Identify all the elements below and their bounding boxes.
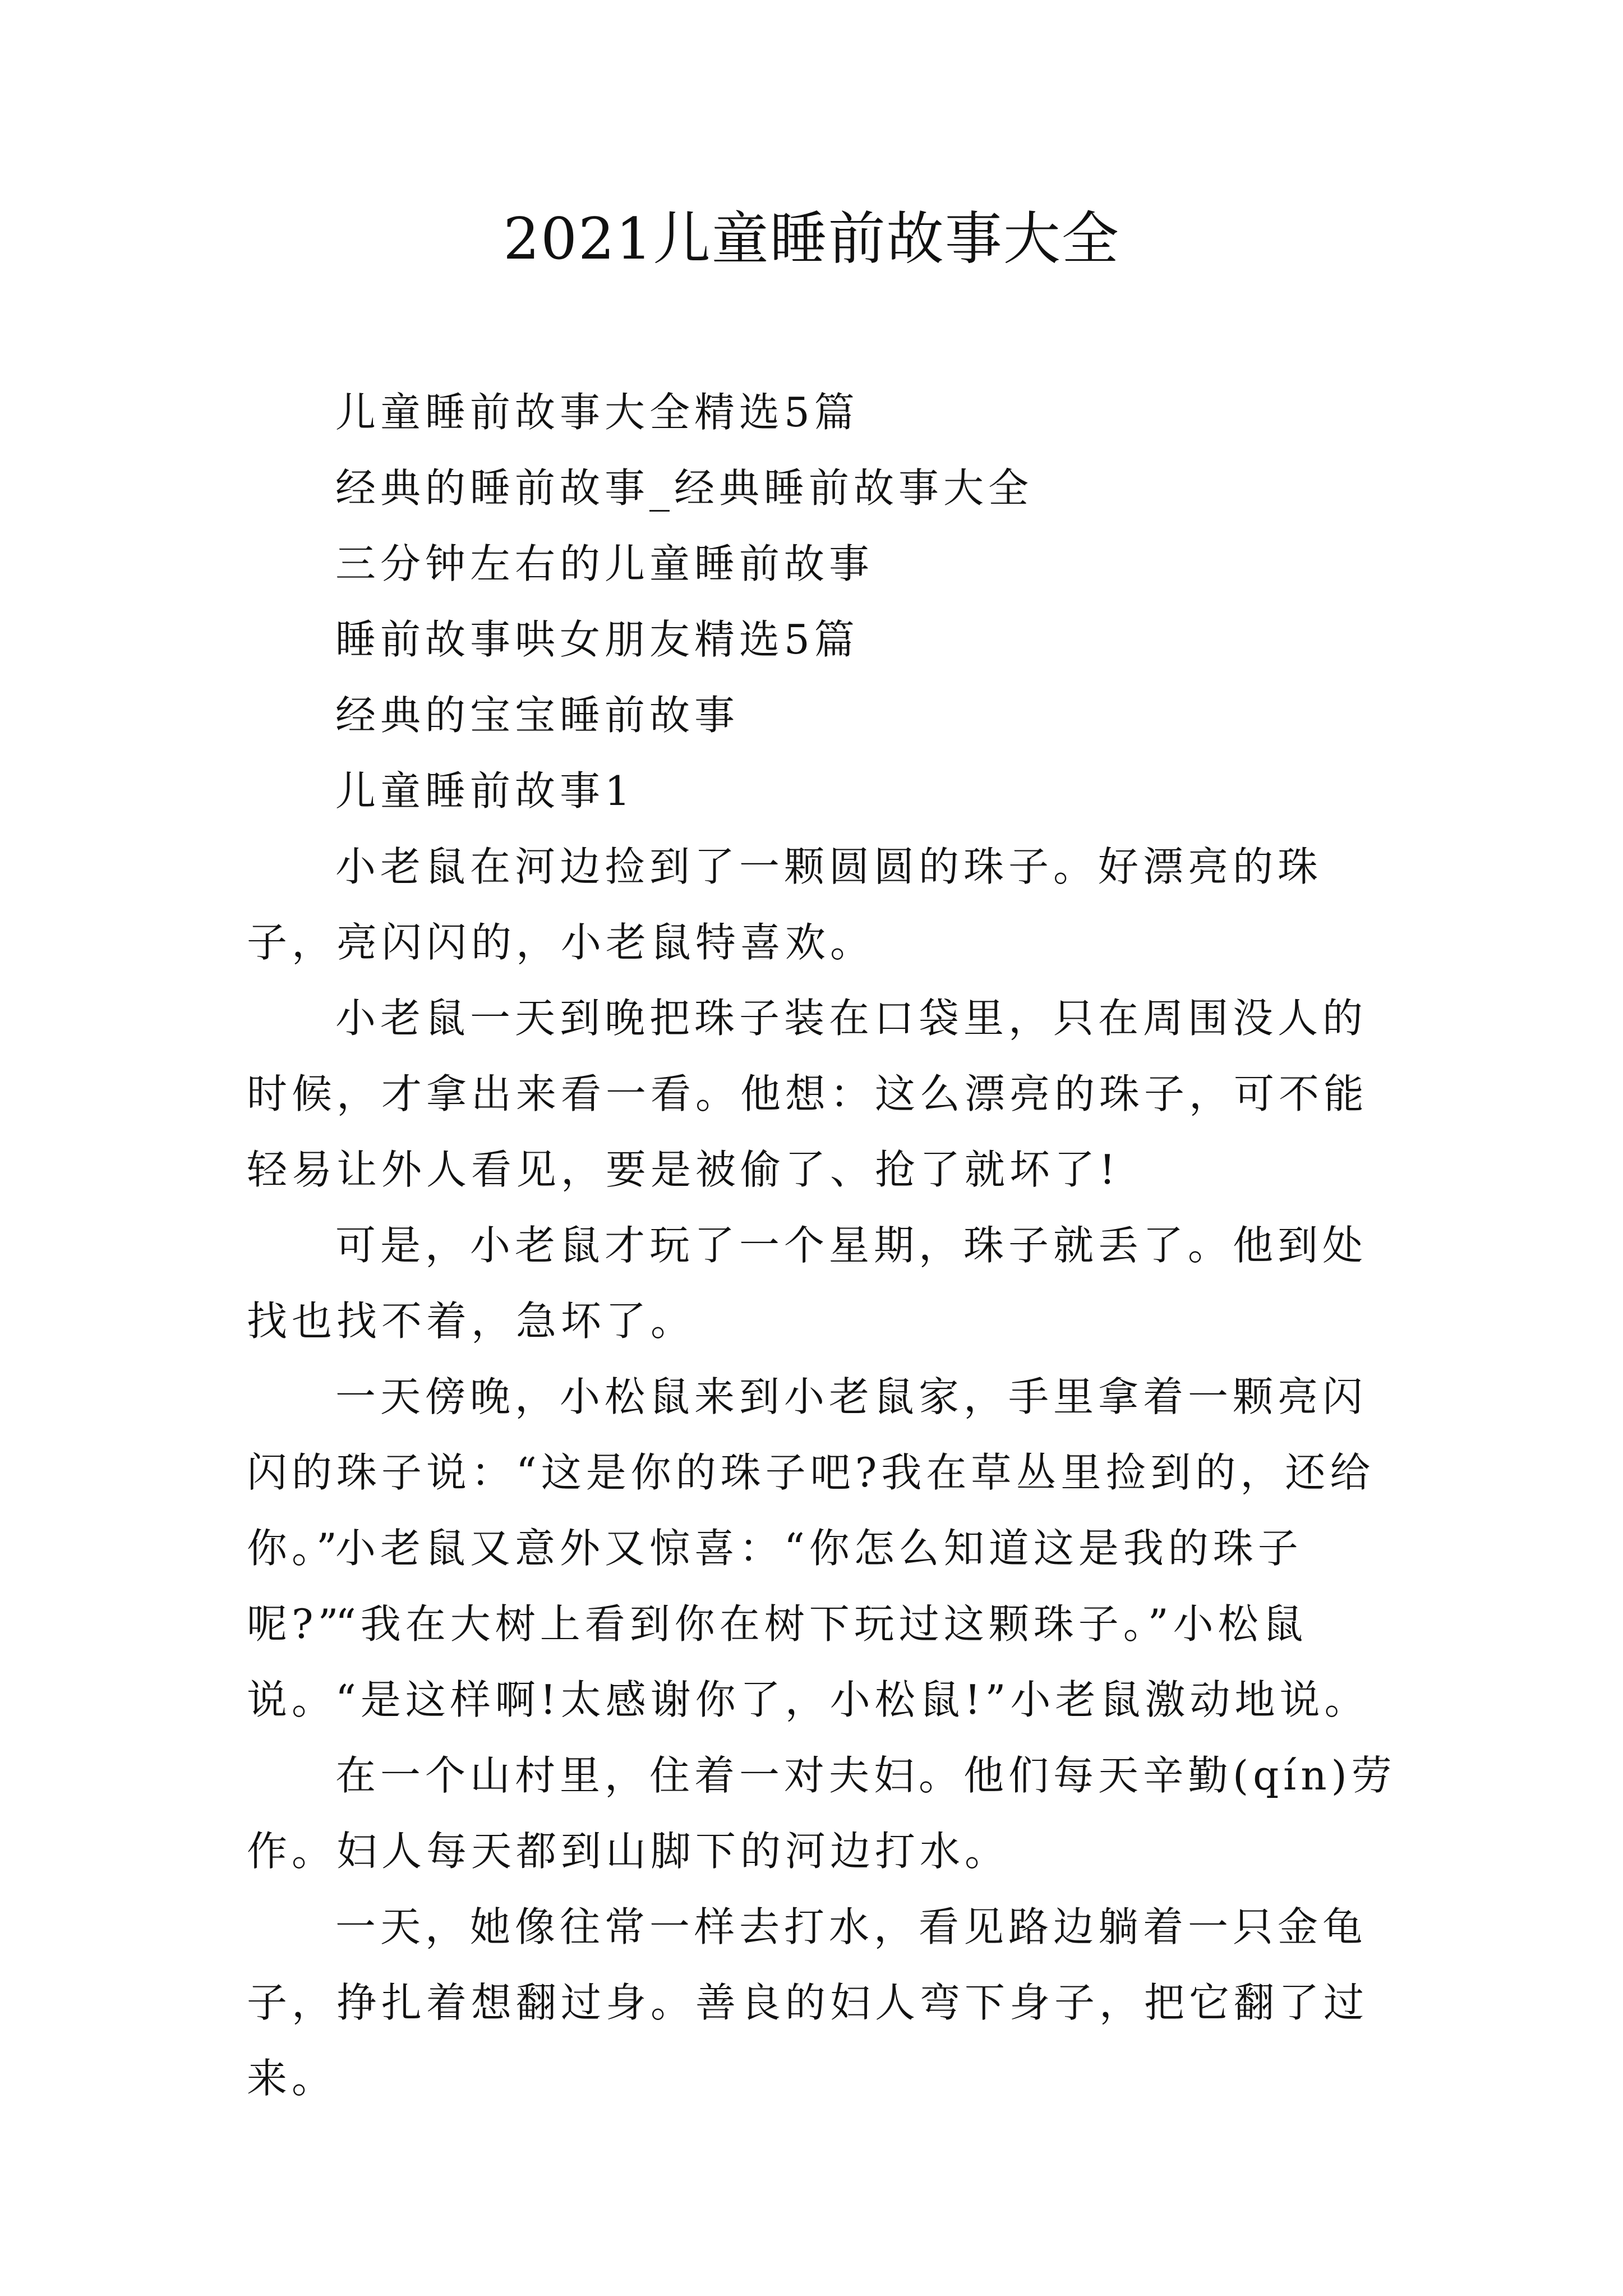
story-paragraph: 在一个山村里，住着一对夫妇。他们每天辛勤(qín)劳作。妇人每天都到山脚下的河边打水。 bbox=[247, 1752, 1396, 1875]
toc-item: 经典的睡前故事_经典睡前故事大全 bbox=[335, 464, 1034, 512]
story-paragraph: “是这样啊!太感谢你了，小松鼠!”小老鼠激动地说。 bbox=[335, 1676, 1370, 1723]
toc-item: 睡前故事哄女朋友精选5篇 bbox=[335, 616, 859, 663]
story-paragraph: 小老鼠又意外又惊喜：“你怎么知道这是我的珠子呢?” bbox=[247, 1525, 1303, 1648]
toc-item: 三分钟左右的儿童睡前故事 bbox=[335, 540, 874, 587]
section-heading: 儿童睡前故事1 bbox=[335, 767, 635, 815]
story-paragraph: 一天，她像往常一样去打水，看见路边躺着一只金龟子，挣扎着想翻过身。善良的妇人弯下身子，把它翻了过来。 bbox=[247, 1903, 1369, 2102]
toc-item: 经典的宝宝睡前故事 bbox=[335, 692, 740, 739]
toc-item: 儿童睡前故事大全精选5篇 bbox=[335, 389, 859, 436]
story-paragraph: 小老鼠在河边捡到了一颗圆圆的珠子。好漂亮的珠子，亮闪闪的，小老鼠特喜欢。 bbox=[247, 843, 1323, 966]
document-title: 2021儿童睡前故事大全 bbox=[503, 206, 1120, 273]
story-paragraph: 可是，小老鼠才玩了一个星期，珠子就丢了。他到处找也找不着，急坏了。 bbox=[247, 1222, 1368, 1345]
story-paragraph: 小老鼠一天到晚把珠子装在口袋里，只在周围没人的时候，才拿出来看一看。他想：这么漂亮的珠子，可不能轻易让外人看见，要是被偷了、抢了就坏了! bbox=[247, 995, 1369, 1193]
story-paragraph: 一天傍晚，小松鼠来到小老鼠家，手里拿着一颗亮闪闪的珠子说：“这是你的珠子吧?我在草丛里捡到的，还给你。” bbox=[247, 1373, 1375, 1572]
story-paragraph: “我在大树上看到你在树下玩过这颗珠子。”小松鼠说。 bbox=[247, 1600, 1308, 1723]
